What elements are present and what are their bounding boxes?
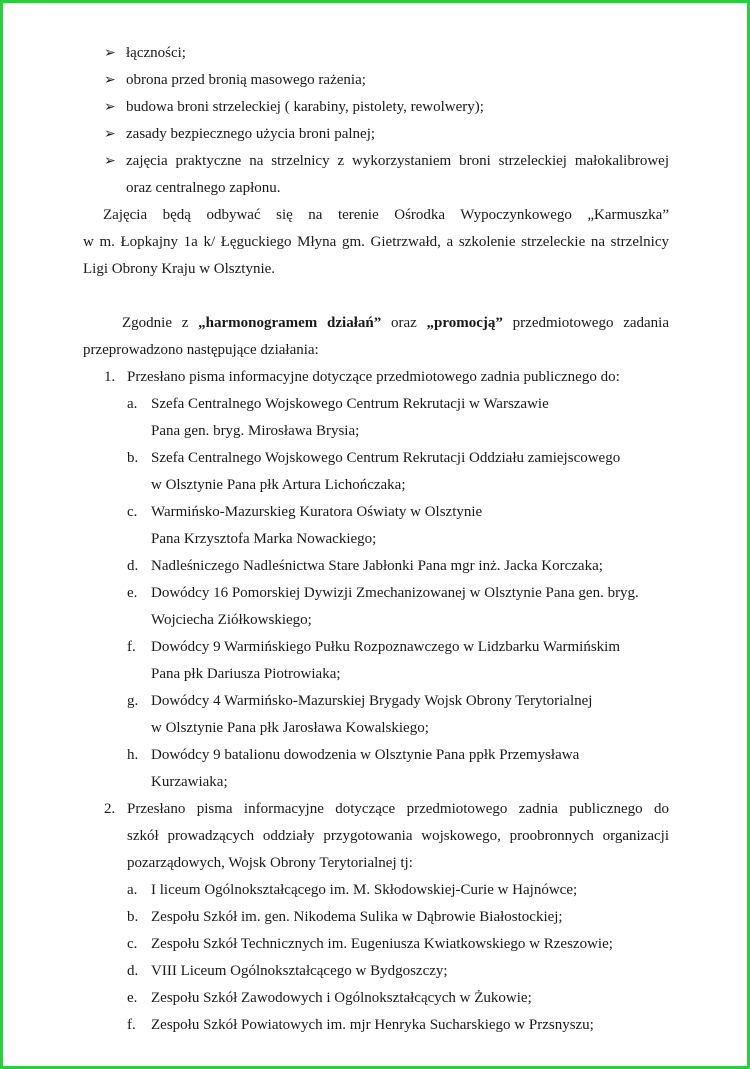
sublist-item: Kurzawiaka; (151, 774, 228, 790)
paragraph-line: Ligi Obrony Kraju w Olsztynie. (83, 261, 276, 277)
sublist-item: Zespołu Szkół Technicznych im. Eugeniusza Kwiatkowskiego w Rzeszowie; (151, 936, 613, 952)
sublist-letter: a. (127, 396, 138, 412)
sublist-item: I liceum Ogólnokształcącego im. M. Skłodowskiej-Curie w Hajnówce; (151, 882, 578, 898)
list-number: 2. (104, 801, 116, 817)
sublist-item: Szefa Centralnego Wojskowego Centrum Rekrutacji Oddziału zamiejscowego (151, 450, 621, 466)
paragraph-line: przeprowadzono następujące działania: (83, 342, 319, 358)
bold-text: „promocją” (426, 315, 503, 331)
sublist-letter: d. (127, 963, 139, 979)
paragraph-line: w m. Łopkajny 1a k/ Łęguckiego Młyna gm. Gietrzwałd, a szkolenie strzeleckie na strzelnicy (83, 234, 669, 250)
arrow-bullet-icon: ➢ (104, 127, 116, 142)
list-item-text: pozarządowych, Wojsk Obrony Terytorialnej tj: (127, 855, 413, 871)
list-number: 1. (104, 369, 116, 385)
sublist-item: Zespołu Szkół Zawodowych i Ogólnokształcących w Żukowie; (151, 990, 532, 1006)
sublist-item: Dowódcy 16 Pomorskiej Dywizji Zmechanizowanej w Olsztynie Pana gen. bryg. (151, 585, 639, 601)
arrow-bullet-icon: ➢ (104, 154, 116, 169)
sublist-item: Warmińsko-Mazurskieg Kuratora Oświaty w Olsztynie (151, 504, 483, 520)
sublist-item: Zespołu Szkół Powiatowych im. mjr Henryka Sucharskiego w Przsnyszu; (151, 1017, 594, 1033)
bullet-item: budowa broni strzeleckiej ( karabiny, pistolety, rewolwery); (126, 99, 484, 115)
sublist-letter: h. (127, 747, 139, 763)
arrow-bullet-icon: ➢ (104, 46, 116, 61)
sublist-letter: d. (127, 558, 139, 574)
sublist-item: Dowódcy 4 Warmińsko-Mazurskiej Brygady Wojsk Obrony Terytorialnej (151, 693, 593, 709)
sublist-letter: b. (127, 450, 139, 466)
sublist-item: Wojciecha Ziółkowskiego; (151, 612, 312, 628)
sublist-item: Dowódcy 9 Warmińskiego Pułku Rozpoznawczego w Lidzbarku Warmińskim (151, 639, 621, 655)
sublist-item: Pana płk Dariusza Piotrowiaka; (151, 666, 341, 682)
bullet-item: łączności; (126, 45, 186, 61)
sublist-item: Pana Krzysztofa Marka Nowackiego; (151, 531, 377, 547)
sublist-item: Szefa Centralnego Wojskowego Centrum Rekrutacji w Warszawie (151, 396, 549, 412)
list-item-text: Przesłano pisma informacyjne dotyczące przedmiotowego zadnia publicznego do: (127, 369, 620, 385)
sublist-letter: e. (127, 585, 138, 601)
bold-text: „harmonogramem działań” (198, 315, 382, 331)
text-run: oraz (381, 315, 427, 331)
sublist-letter: c. (127, 504, 138, 520)
text-run: Zgodnie z (122, 315, 199, 331)
sublist-item: w Olsztynie Pana płk Jarosława Kowalskiego; (151, 720, 429, 736)
sublist-letter: e. (127, 990, 138, 1006)
sublist-letter: a. (127, 882, 138, 898)
sublist-item: w Olsztynie Pana płk Artura Lichończaka; (151, 477, 406, 493)
sublist-item: VIII Liceum Ogólnokształcącego w Bydgoszczy; (151, 963, 448, 979)
sublist-item: Dowódcy 9 batalionu dowodzenia w Olsztynie Pana ppłk Przemysława (151, 747, 580, 763)
bullet-item: zajęcia praktyczne na strzelnicy z wykorzystaniem broni strzeleckiej małokalibrowej (126, 153, 669, 169)
paragraph-line (122, 310, 669, 337)
sublist-letter: g. (127, 693, 139, 709)
arrow-bullet-icon: ➢ (104, 100, 116, 115)
list-item-text: Przesłano pisma informacyjne dotyczące przedmiotowego zadnia publicznego do (127, 801, 669, 817)
sublist-item: Pana gen. bryg. Mirosława Brysia; (151, 423, 360, 439)
sublist-item: Zespołu Szkół im. gen. Nikodema Sulika w Dąbrowie Białostockiej; (151, 909, 563, 925)
paragraph-line: Zajęcia będą odbywać się na terenie Ośrodka Wypoczynkowego „Karmuszka” (103, 207, 669, 223)
sublist-letter: c. (127, 936, 138, 952)
bullet-item: obrona przed bronią masowego rażenia; (126, 72, 366, 88)
text-run: przedmiotowego zadania (502, 315, 670, 331)
sublist-item: Nadleśniczego Nadleśnictwa Stare Jabłonki Pana mgr inż. Jacka Korczaka; (151, 558, 603, 574)
bullet-item-continuation: oraz centralnego zapłonu. (126, 180, 281, 196)
sublist-letter: f. (127, 639, 136, 655)
sublist-letter: f. (127, 1017, 136, 1033)
list-item-text: szkół prowadzących oddziały przygotowania wojskowego, proobronnych organizacji (127, 828, 669, 844)
sublist-letter: b. (127, 909, 139, 925)
bullet-item: zasady bezpiecznego użycia broni palnej; (126, 126, 376, 142)
arrow-bullet-icon: ➢ (104, 73, 116, 88)
